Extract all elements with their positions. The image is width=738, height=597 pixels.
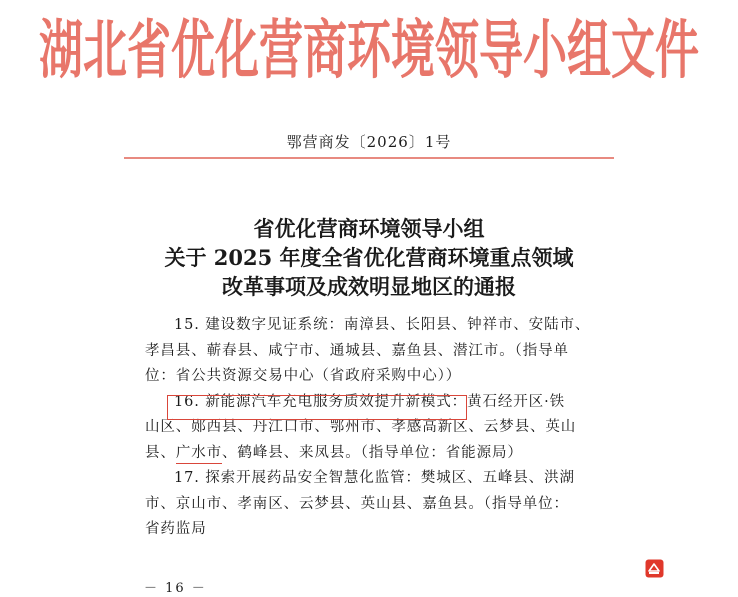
item-16-line-3-pre: 县、	[145, 444, 176, 461]
body-text	[145, 313, 595, 543]
title-line-3: 改革事项及成效明显地区的通报	[222, 274, 516, 299]
underlined-city: 广水市	[176, 444, 222, 464]
item-17-line-2: 市、京山市、孝南区、云梦县、英山县、嘉鱼县。（指导单位：	[145, 495, 569, 512]
item-15-line-2: 孝昌县、蕲春县、咸宁市、通城县、嘉鱼县、潜江市。（指导单	[145, 342, 569, 359]
item-17-line-3: 省药监局	[145, 521, 207, 537]
notice-title	[0, 214, 738, 301]
title-line-2: 关于 2025 年度全省优化营商环境重点领域	[164, 245, 574, 270]
page-number: － 16 －	[144, 581, 207, 596]
item-15	[145, 313, 595, 390]
item-16-heading: 16. 新能源汽车充电服务质效提升新模式：	[174, 393, 468, 410]
item-17	[145, 466, 595, 543]
item-16-line-1-rest: 黄石经开区·铁	[467, 393, 565, 410]
masthead-title: 湖北省优化营商环境领导小组文件	[39, 14, 699, 89]
document-number: 鄂营商发〔2026〕1号	[286, 133, 452, 151]
item-16-line-1	[145, 390, 595, 416]
red-stamp-icon[interactable]	[645, 559, 664, 578]
item-16	[145, 390, 595, 467]
item-16-line-3	[145, 441, 595, 467]
item-17-line-1: 17. 探索开展药品安全智慧化监管：樊城区、五峰县、洪湖	[174, 470, 575, 486]
item-16-line-2: 山区、郧西县、丹江口市、鄂州市、孝感高新区、云梦县、英山	[145, 419, 577, 435]
title-line-1: 省优化营商环境领导小组	[253, 216, 485, 241]
item-15-line-3: 位：省公共资源交易中心（省政府采购中心））	[145, 368, 462, 384]
item-16-line-3-rest: 、鹤峰县、来凤县。（指导单位：省能源局）	[222, 444, 523, 461]
red-divider-rule	[124, 157, 614, 159]
item-15-line-1: 15. 建设数字见证系统：南漳县、长阳县、钟祥市、安陆市、	[174, 317, 591, 333]
